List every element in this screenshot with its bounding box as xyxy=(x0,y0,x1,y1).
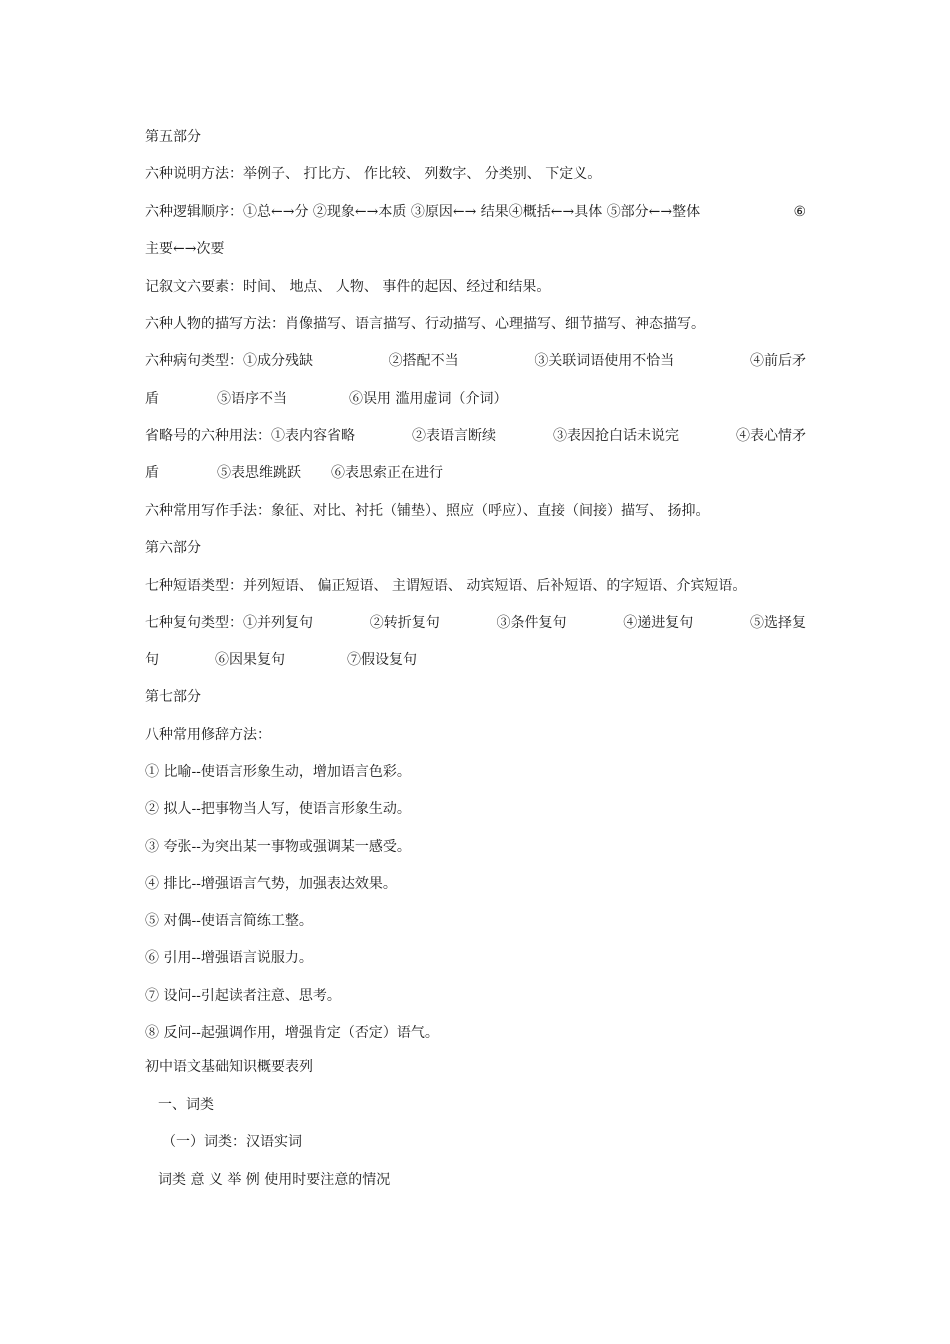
rhetoric-item: ② 拟人--把事物当人写，使语言形象生动。 xyxy=(145,801,411,817)
phrase-types-line: 七种短语类型：并列短语、 偏正短语、 主谓短语、 动宾短语、后补短语、的字短语、介宾短语。 xyxy=(145,578,747,594)
ellipsis-line xyxy=(145,426,806,446)
logic-order-line xyxy=(145,202,806,222)
logic-order-last-marker: ⑥ xyxy=(793,204,806,220)
narrative-elements-line: 记叙文六要素：时间、 地点、 人物、 事件的起因、经过和结果。 xyxy=(145,279,551,295)
ellipsis-item1: 省略号的六种用法：①表内容省略 xyxy=(145,428,355,444)
complex-sentences-line xyxy=(145,613,806,633)
overview-part1-sub: （一）词类：汉语实词 xyxy=(162,1134,302,1150)
rhetoric-item: ① 比喻--使语言形象生动，增加语言色彩。 xyxy=(145,764,411,780)
ellipsis-item4: ④表心情矛 xyxy=(736,428,806,444)
rhetoric-item: ⑦ 设问--引起读者注意、思考。 xyxy=(145,988,341,1004)
overview-part1: 一、词类 xyxy=(158,1097,214,1113)
sick-sentences-line xyxy=(145,351,806,371)
rhetoric-item: ④ 排比--增强语言气势，加强表达效果。 xyxy=(145,876,397,892)
rhetoric-item: ⑧ 反问--起强调作用，增强肯定（否定）语气。 xyxy=(145,1025,439,1041)
writing-techniques-line: 六种常用写作手法：象征、对比、衬托（铺垫）、照应（呼应）、直接（间接）描写、 扬抑。 xyxy=(145,503,710,519)
section7-heading: 第七部分 xyxy=(145,689,201,705)
ellipsis-item2: ②表语言断续 xyxy=(412,428,496,444)
complex-sentences-item3: ③条件复句 xyxy=(496,615,567,631)
complex-sentences-item1: 七种复句类型：①并列复句 xyxy=(145,615,313,631)
rhetoric-item: ⑥ 引用--增强语言说服力。 xyxy=(145,950,313,966)
complex-sentences-item5: ⑤选择复 xyxy=(750,615,806,631)
section6-heading: 第六部分 xyxy=(145,540,201,556)
explain-methods-line: 六种说明方法：举例子、 打比方、 作比较、 列数字、 分类别、 下定义。 xyxy=(145,166,602,182)
rhetoric-item: ⑤ 对偶--使语言简练工整。 xyxy=(145,913,313,929)
complex-sentences-line2: 句 ⑥因果复句 ⑦假设复句 xyxy=(145,652,417,668)
complex-sentences-item4: ④递进复句 xyxy=(623,615,694,631)
sick-sentences-line2: 盾 ⑤语序不当 ⑥误用 滥用虚词（介词） xyxy=(145,391,508,407)
overview-title: 初中语文基础知识概要表列 xyxy=(145,1059,313,1075)
ellipsis-line2: 盾 ⑤表思维跳跃 ⑥表思索正在进行 xyxy=(145,465,443,481)
section5-heading: 第五部分 xyxy=(145,129,201,145)
rhetoric-title: 八种常用修辞方法： xyxy=(145,727,271,743)
complex-sentences-item2: ②转折复句 xyxy=(369,615,440,631)
sick-sentences-item3: ③关联词语使用不恰当 xyxy=(534,353,675,369)
sick-sentences-item2: ②搭配不当 xyxy=(388,353,459,369)
character-methods-line: 六种人物的描写方法：肖像描写、语言描写、行动描写、心理描写、细节描写、神态描写。 xyxy=(145,316,705,332)
logic-order-continuation: 主要←→次要 xyxy=(145,241,225,257)
rhetoric-item: ③ 夸张--为突出某一事物或强调某一感受。 xyxy=(145,839,411,855)
logic-order-content: 六种逻辑顺序：①总←→分 ②现象←→本质 ③原因←→ 结果④概括←→具体 ⑤部分←→整体 xyxy=(145,204,701,220)
sick-sentences-item4: ④前后矛 xyxy=(749,353,806,369)
overview-table-header: 词类 意 义 举 例 使用时要注意的情况 xyxy=(158,1172,391,1188)
sick-sentences-item1: 六种病句类型：①成分残缺 xyxy=(145,353,313,369)
ellipsis-item3: ③表因抢白话未说完 xyxy=(553,428,679,444)
